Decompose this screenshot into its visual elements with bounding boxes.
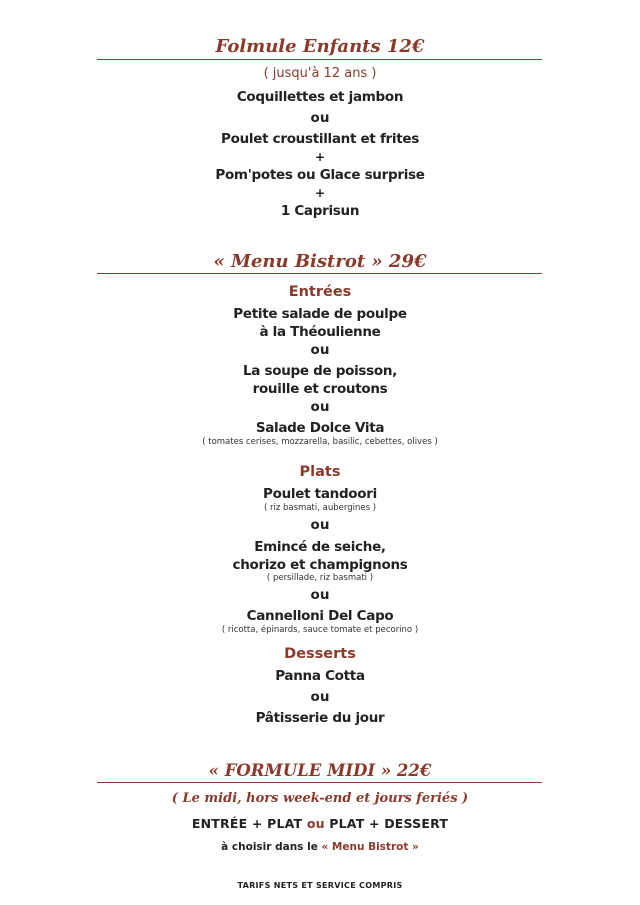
plat-poulet-desc: ( riz basmati, aubergines ) (263, 503, 377, 513)
entrees-heading: Entrées (288, 284, 352, 300)
entree-soupe-line2: rouille et croutons (252, 381, 388, 397)
midi-option-plat-dessert: PLAT + DESSERT (329, 816, 449, 831)
plats-heading: Plats (299, 464, 341, 480)
kids-title-rule (97, 59, 542, 60)
kids-plus-1: + (314, 150, 326, 164)
midi-option-entree-plat: ENTRÉE + PLAT (191, 816, 303, 831)
entree-soupe-line1: La soupe de poisson, (242, 363, 398, 379)
entree-salade-desc: ( tomates cerises, mozzarella, basilic, cebettes, olives ) (202, 437, 438, 447)
plat-seiche-line1: Emincé de seiche, (254, 539, 386, 555)
midi-choose-prefix: à choisir dans le (221, 841, 318, 853)
kids-menu-title: Folmule Enfants 12€ (215, 36, 425, 57)
midi-formula-title: « FORMULE MIDI » 22€ (208, 761, 432, 780)
bistrot-menu-title: « Menu Bistrot » 29€ (213, 251, 427, 272)
midi-formula-options (0, 816, 640, 831)
kids-item-coquillettes: Coquillettes et jambon (236, 89, 404, 105)
plat-cannelloni: Cannelloni Del Capo (246, 608, 394, 624)
plats-or-2: ou (310, 587, 330, 603)
desserts-heading: Desserts (284, 646, 356, 662)
plat-seiche-line2: chorizo et champignons (232, 557, 408, 573)
midi-conditions: ( Le midi, hors week-end et jours feriés ) (171, 791, 469, 806)
kids-or-1: ou (310, 110, 330, 126)
plat-seiche-desc: ( persillade, riz basmati ) (266, 573, 374, 583)
midi-title-rule (97, 782, 542, 783)
kids-item-drink: 1 Caprisun (280, 203, 360, 219)
midi-choose-menu: « Menu Bistrot » (321, 841, 419, 853)
kids-item-poulet: Poulet croustillant et frites (221, 131, 419, 147)
bistrot-title-rule (97, 273, 542, 274)
entrees-or-2: ou (310, 399, 330, 415)
desserts-or-1: ou (310, 689, 330, 705)
plat-poulet-tandoori: Poulet tandoori (263, 486, 377, 502)
pricing-footer: TARIFS NETS ET SERVICE COMPRIS (237, 881, 403, 890)
midi-option-or: ou (306, 816, 325, 831)
dessert-patisserie: Pâtisserie du jour (255, 710, 385, 726)
midi-choose-note (0, 841, 640, 853)
entrees-or-1: ou (310, 342, 330, 358)
plats-or-1: ou (310, 517, 330, 533)
kids-plus-2: + (314, 186, 326, 200)
kids-item-dessert: Pom'potes ou Glace surprise (215, 167, 425, 183)
entree-poulpe-line2: à la Théoulienne (259, 324, 381, 340)
entree-poulpe-line1: Petite salade de poulpe (233, 306, 407, 322)
dessert-panna-cotta: Panna Cotta (275, 668, 365, 684)
plat-cannelloni-desc: ( ricotta, épinards, sauce tomate et pecorino ) (221, 625, 419, 635)
kids-age-limit: ( jusqu'à 12 ans ) (263, 66, 377, 81)
entree-salade: Salade Dolce Vita (255, 420, 385, 436)
